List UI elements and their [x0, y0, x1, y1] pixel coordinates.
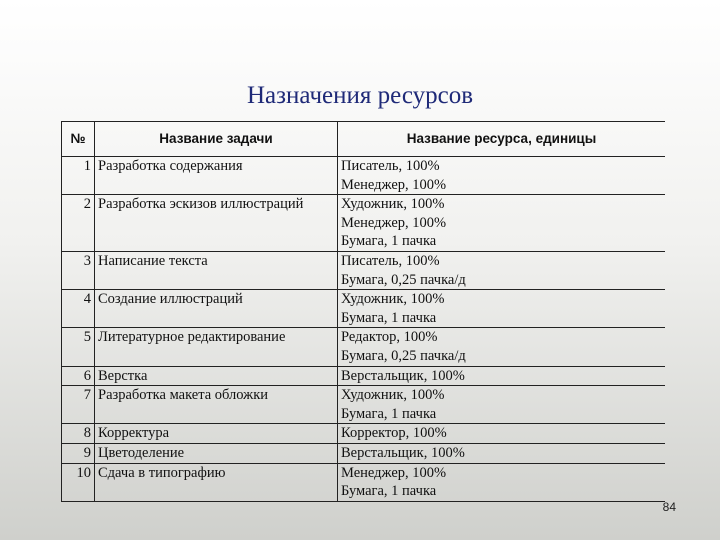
resource-cell [338, 424, 666, 444]
table-row [62, 251, 666, 289]
slide-title: Назначения ресурсов [246, 82, 474, 109]
header-row [62, 122, 666, 157]
resource-cell [338, 463, 666, 501]
task-number: 4 [62, 290, 95, 328]
resource-assignment: Бумага, 0,25 пачка/д [341, 347, 466, 364]
resource-assignment: Верстальщик, 100% [341, 367, 465, 384]
task-name: Верстка [95, 366, 338, 386]
table-row [62, 195, 666, 252]
resource-assignment: Менеджер, 100% [341, 214, 447, 231]
resource-assignment: Писатель, 100% [341, 158, 440, 174]
table-body [62, 157, 666, 502]
resource-assignment: Бумага, 1 пачка [341, 405, 437, 422]
resource-cell [338, 290, 666, 328]
table-row [62, 328, 666, 366]
table-header [62, 122, 666, 157]
resource-assignment: Бумага, 1 пачка [341, 309, 437, 326]
resource-assignment: Бумага, 1 пачка [341, 233, 437, 250]
task-name: Написание текста [95, 251, 338, 289]
task-number: 1 [62, 157, 95, 195]
resource-assignment-table [61, 121, 665, 502]
task-number: 9 [62, 443, 95, 463]
resource-assignment: Художник, 100% [341, 291, 445, 308]
header-resource-name: Название ресурса, единицы [338, 122, 666, 157]
task-number: 7 [62, 386, 95, 424]
table-row [62, 290, 666, 328]
table-row [62, 386, 666, 424]
resource-assignment: Редактор, 100% [341, 329, 438, 346]
table-row [62, 424, 666, 444]
task-name: Сдача в типографию [95, 463, 338, 501]
task-number: 5 [62, 328, 95, 366]
resource-cell [338, 157, 666, 195]
resource-assignment: Художник, 100% [341, 196, 445, 213]
task-number: 6 [62, 366, 95, 386]
page-number: 84 [662, 500, 676, 514]
header-number: № [62, 122, 95, 157]
resource-cell [338, 386, 666, 424]
resource-assignment: Писатель, 100% [341, 252, 440, 269]
task-name: Цветоделение [95, 443, 338, 463]
task-number: 8 [62, 424, 95, 444]
resource-assignment: Верстальщик, 100% [341, 444, 465, 461]
resource-assignment: Менеджер, 100% [341, 176, 447, 193]
resource-assignment: Корректор, 100% [341, 425, 447, 442]
table-row [62, 157, 666, 195]
resource-cell [338, 366, 666, 386]
resource-cell [338, 443, 666, 463]
resource-assignment: Бумага, 0,25 пачка/д [341, 271, 466, 288]
task-name: Разработка эскизов иллюстраций [95, 195, 338, 252]
task-name: Создание иллюстраций [95, 290, 338, 328]
resource-cell [338, 328, 666, 366]
resource-cell [338, 195, 666, 252]
task-name: Литературное редактирование [95, 328, 338, 366]
resource-cell [338, 251, 666, 289]
task-number: 2 [62, 195, 95, 252]
task-number: 3 [62, 251, 95, 289]
table-row [62, 463, 666, 501]
resource-assignment: Художник, 100% [341, 387, 445, 404]
resource-assignment: Бумага, 1 пачка [341, 483, 437, 500]
task-name: Корректура [95, 424, 338, 444]
resource-assignment: Менеджер, 100% [341, 464, 447, 481]
task-name: Разработка макета обложки [95, 386, 338, 424]
table-row [62, 443, 666, 463]
table-row [62, 366, 666, 386]
header-task-name: Название задачи [95, 122, 338, 157]
task-number: 10 [62, 463, 95, 501]
task-name: Разработка содержания [95, 157, 338, 195]
